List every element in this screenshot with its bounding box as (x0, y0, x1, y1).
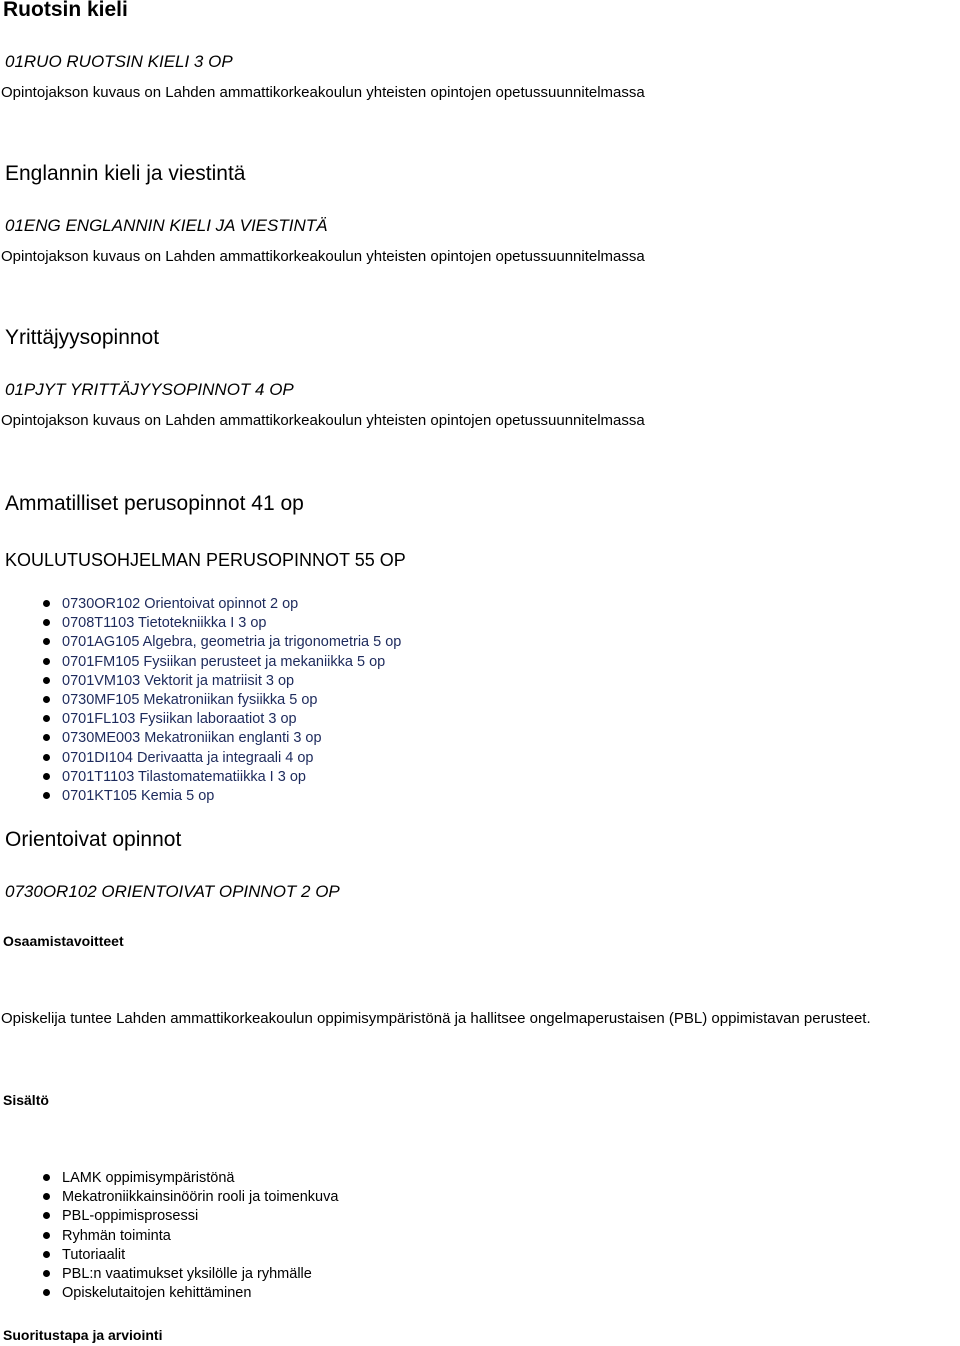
contents-label: Sisältö (3, 1092, 49, 1108)
program-basic-studies-title: KOULUTUSOHJELMAN PERUSOPINNOT 55 OP (5, 550, 406, 570)
bullet-icon (43, 600, 50, 607)
course-description-swedish: Opintojakson kuvaus on Lahden ammattikorkeakoulun yhteisten opintojen opetussuunnitelmassa (1, 84, 645, 101)
section-heading-english: Englannin kieli ja viestintä (5, 162, 246, 185)
course-code-english: 01ENG ENGLANNIN KIELI JA VIESTINTÄ (5, 216, 328, 235)
course-link[interactable]: 0708T1103 Tietotekniikka I 3 op (62, 615, 267, 632)
bullet-icon (43, 1232, 50, 1239)
contents-list-item: Opiskelutaitojen kehittäminen (0, 1284, 338, 1303)
course-link[interactable]: 0730OR102 Orientoivat opinnot 2 op (62, 596, 299, 612)
course-link[interactable]: 0701VM103 Vektorit ja matriisit 3 op (62, 672, 295, 689)
orientation-course-code: 0730OR102 ORIENTOIVAT OPINNOT 2 OP (5, 882, 340, 901)
course-list-item[interactable] (0, 729, 401, 748)
course-description-english: Opintojakson kuvaus on Lahden ammattikorkeakoulun yhteisten opintojen opetussuunnitelmassa (1, 248, 645, 265)
section-heading-swedish: Ruotsin kieli (3, 0, 128, 21)
course-list-item[interactable] (0, 672, 401, 691)
course-list-item[interactable] (0, 710, 401, 729)
course-list-item[interactable] (0, 787, 401, 806)
bullet-icon (43, 638, 50, 645)
bullet-icon (43, 1289, 50, 1296)
professional-studies-heading: Ammatilliset perusopinnot 41 op (5, 492, 304, 515)
bullet-icon (43, 1212, 50, 1219)
contents-list-item: Tutoriaalit (0, 1246, 338, 1265)
course-link[interactable]: 0701AG105 Algebra, geometria ja trigonometria 5 op (62, 634, 402, 651)
bullet-icon (43, 619, 50, 626)
bullet-icon (43, 715, 50, 722)
course-link[interactable]: 0701T1103 Tilastomatematiikka I 3 op (62, 768, 306, 785)
section-heading-entrepreneurship: Yrittäjyysopinnot (5, 326, 160, 349)
learning-goals-text: Opiskelija tuntee Lahden ammattikorkeakoulun oppimisympäristönä ja hallitsee ongelmaperustaisen (PBL) oppimistavan perusteet. (1, 1010, 871, 1027)
contents-list-item: PBL:n vaatimukset yksilölle ja ryhmälle (0, 1265, 338, 1284)
contents-list-item: Mekatroniikkainsinöörin rooli ja toimenkuva (0, 1188, 338, 1207)
assessment-label: Suoritustapa ja arviointi (3, 1327, 163, 1343)
bullet-icon (43, 1174, 50, 1181)
course-list-item[interactable] (0, 633, 401, 652)
contents-list (0, 1169, 338, 1303)
course-code-entrepreneurship: 01PJYT YRITTÄJYYSOPINNOT 4 OP (5, 380, 294, 399)
course-list-item[interactable] (0, 768, 401, 787)
bullet-icon (43, 734, 50, 741)
bullet-icon (43, 1193, 50, 1200)
course-list-item[interactable] (0, 653, 401, 672)
course-list-item[interactable] (0, 691, 401, 710)
course-description-entrepreneurship: Opintojakson kuvaus on Lahden ammattikorkeakoulun yhteisten opintojen opetussuunnitelmassa (1, 412, 645, 429)
bullet-icon (43, 658, 50, 665)
course-link[interactable]: 0701DI104 Derivaatta ja integraali 4 op (62, 749, 314, 766)
bullet-icon (43, 1270, 50, 1277)
course-link[interactable]: 0701FM105 Fysiikan perusteet ja mekaniikka 5 op (62, 653, 386, 670)
course-link[interactable]: 0701KT105 Kemia 5 op (62, 787, 215, 804)
course-link[interactable]: 0701FL103 Fysiikan laboraatiot 3 op (62, 711, 297, 728)
contents-list-item: PBL-oppimisprosessi (0, 1207, 338, 1226)
course-code-swedish: 01RUO RUOTSIN KIELI 3 OP (5, 52, 233, 71)
course-link[interactable]: 0730ME003 Mekatroniikan englanti 3 op (62, 730, 322, 747)
course-list-item[interactable] (0, 749, 401, 768)
course-list-item[interactable] (0, 595, 401, 614)
orientation-heading: Orientoivat opinnot (5, 828, 182, 851)
bullet-icon (43, 792, 50, 799)
course-list-item[interactable] (0, 614, 401, 633)
bullet-icon (43, 696, 50, 703)
learning-goals-label: Osaamistavoitteet (3, 933, 124, 949)
contents-list-item: LAMK oppimisympäristönä (0, 1169, 338, 1188)
bullet-icon (43, 1251, 50, 1258)
course-list (0, 595, 401, 806)
bullet-icon (43, 754, 50, 761)
bullet-icon (43, 773, 50, 780)
course-link[interactable]: 0730MF105 Mekatroniikan fysiikka 5 op (62, 691, 318, 708)
contents-list-item: Ryhmän toiminta (0, 1227, 338, 1246)
bullet-icon (43, 677, 50, 684)
